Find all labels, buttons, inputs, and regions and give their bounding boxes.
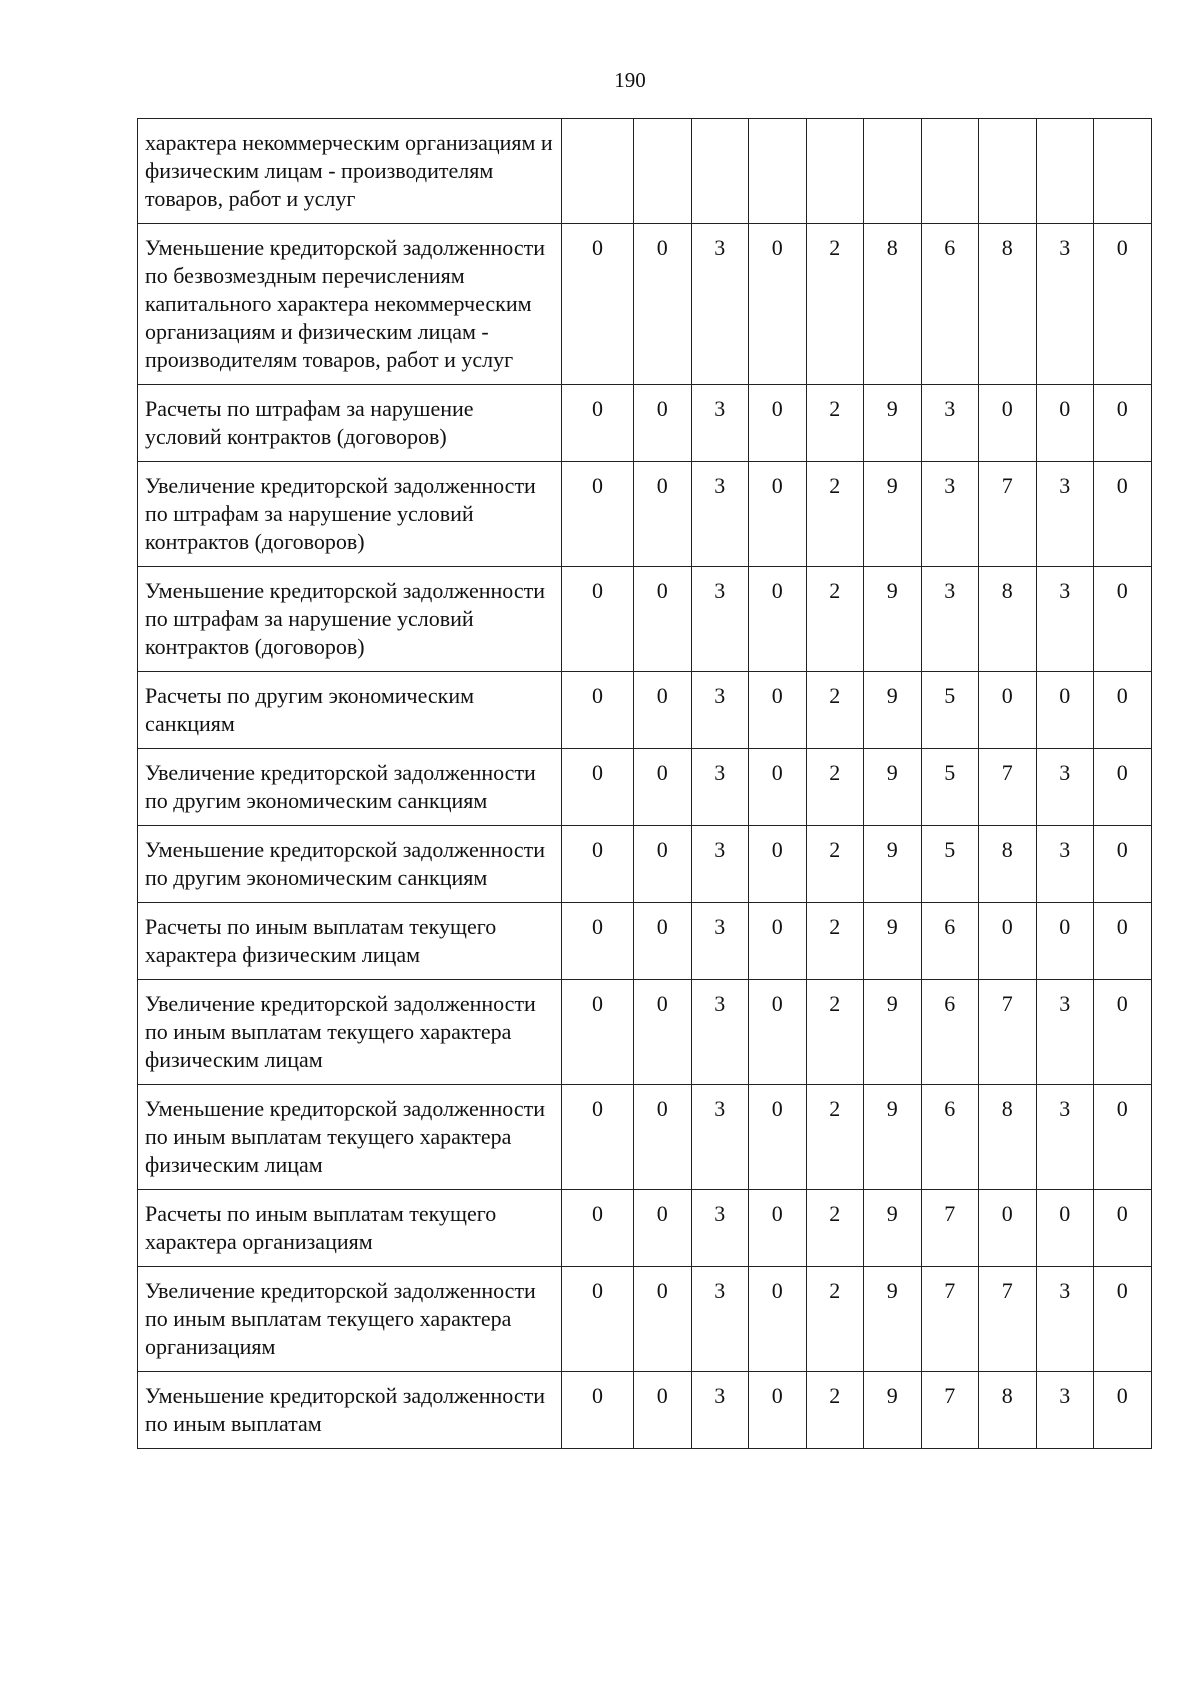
row-name-cell: Уменьшение кредиторской задолженности по иным выплатам текущего характера физическим лицам [138, 1085, 562, 1190]
code-digit-cell: 3 [691, 980, 749, 1085]
row-name-cell: Увеличение кредиторской задолженности по иным выплатам текущего характера физическим лицам [138, 980, 562, 1085]
code-digit-cell: 3 [1036, 1085, 1094, 1190]
table-row [138, 385, 1152, 462]
code-digit-cell: 0 [562, 903, 634, 980]
code-digit-cell: 2 [806, 462, 864, 567]
code-digit-cell: 8 [979, 1372, 1037, 1449]
code-digit-cell: 3 [921, 462, 979, 567]
code-digit-cell [691, 119, 749, 224]
code-digit-cell: 0 [1094, 980, 1152, 1085]
code-digit-cell: 0 [562, 826, 634, 903]
code-digit-cell: 3 [691, 224, 749, 385]
code-digit-cell: 8 [979, 1085, 1037, 1190]
code-digit-cell: 0 [1094, 672, 1152, 749]
code-digit-cell: 3 [691, 385, 749, 462]
code-digit-cell: 9 [864, 1372, 922, 1449]
account-codes-table [137, 118, 1152, 1449]
table-row [138, 826, 1152, 903]
code-digit-cell: 0 [749, 462, 807, 567]
code-digit-cell: 0 [979, 903, 1037, 980]
code-digit-cell: 0 [1094, 749, 1152, 826]
code-digit-cell: 0 [634, 672, 692, 749]
code-digit-cell: 0 [634, 1190, 692, 1267]
code-digit-cell: 9 [864, 826, 922, 903]
code-digit-cell: 0 [562, 980, 634, 1085]
code-digit-cell: 7 [979, 749, 1037, 826]
code-digit-cell: 3 [691, 1085, 749, 1190]
row-name-cell: Расчеты по иным выплатам текущего характера организациям [138, 1190, 562, 1267]
code-digit-cell: 7 [979, 1267, 1037, 1372]
code-digit-cell: 2 [806, 1372, 864, 1449]
code-digit-cell: 2 [806, 1085, 864, 1190]
code-digit-cell [1036, 119, 1094, 224]
code-digit-cell: 0 [1036, 672, 1094, 749]
code-digit-cell: 8 [864, 224, 922, 385]
code-digit-cell: 3 [691, 1190, 749, 1267]
code-digit-cell: 2 [806, 1190, 864, 1267]
code-digit-cell: 2 [806, 1267, 864, 1372]
row-name-cell: Уменьшение кредиторской задолженности по штрафам за нарушение условий контрактов (договоров) [138, 567, 562, 672]
code-digit-cell: 0 [634, 567, 692, 672]
code-digit-cell: 3 [691, 567, 749, 672]
code-digit-cell: 0 [634, 224, 692, 385]
code-digit-cell: 5 [921, 749, 979, 826]
code-digit-cell: 3 [691, 1372, 749, 1449]
code-digit-cell: 0 [1094, 1190, 1152, 1267]
row-name-cell: Увеличение кредиторской задолженности по другим экономическим санкциям [138, 749, 562, 826]
code-digit-cell: 0 [562, 749, 634, 826]
code-digit-cell: 9 [864, 1267, 922, 1372]
code-digit-cell: 0 [562, 1372, 634, 1449]
code-digit-cell: 0 [562, 1085, 634, 1190]
code-digit-cell: 0 [1094, 462, 1152, 567]
code-digit-cell: 8 [979, 567, 1037, 672]
code-digit-cell: 9 [864, 462, 922, 567]
code-digit-cell: 8 [979, 826, 1037, 903]
code-digit-cell: 9 [864, 980, 922, 1085]
table-row [138, 224, 1152, 385]
row-name-cell: Увеличение кредиторской задолженности по штрафам за нарушение условий контрактов (договоров) [138, 462, 562, 567]
code-digit-cell: 9 [864, 749, 922, 826]
code-digit-cell: 2 [806, 980, 864, 1085]
code-digit-cell: 8 [979, 224, 1037, 385]
row-name-cell: Уменьшение кредиторской задолженности по безвозмездным перечислениям капитального характера некоммерческим организациям и физическим лицам - производителям товаров, работ и услуг [138, 224, 562, 385]
code-digit-cell: 0 [634, 749, 692, 826]
code-digit-cell: 0 [562, 385, 634, 462]
code-digit-cell: 0 [562, 1267, 634, 1372]
code-digit-cell: 9 [864, 385, 922, 462]
code-digit-cell: 0 [1094, 1372, 1152, 1449]
table-row [138, 567, 1152, 672]
table-row [138, 980, 1152, 1085]
code-digit-cell: 0 [1094, 903, 1152, 980]
row-name-cell: Уменьшение кредиторской задолженности по другим экономическим санкциям [138, 826, 562, 903]
code-digit-cell: 2 [806, 826, 864, 903]
code-digit-cell: 7 [979, 462, 1037, 567]
code-digit-cell: 3 [1036, 980, 1094, 1085]
code-digit-cell: 0 [749, 1267, 807, 1372]
code-digit-cell: 7 [979, 980, 1037, 1085]
code-digit-cell: 0 [562, 567, 634, 672]
code-digit-cell: 0 [749, 672, 807, 749]
page-number: 190 [614, 68, 646, 92]
code-digit-cell: 6 [921, 980, 979, 1085]
table-row [138, 749, 1152, 826]
code-digit-cell: 9 [864, 1190, 922, 1267]
code-digit-cell [1094, 119, 1152, 224]
code-digit-cell: 0 [749, 567, 807, 672]
code-digit-cell: 3 [1036, 567, 1094, 672]
code-digit-cell: 3 [1036, 1267, 1094, 1372]
code-digit-cell: 0 [634, 462, 692, 567]
code-digit-cell: 7 [921, 1190, 979, 1267]
table-row [138, 1085, 1152, 1190]
code-digit-cell: 2 [806, 224, 864, 385]
row-name-cell: Расчеты по другим экономическим санкциям [138, 672, 562, 749]
row-name-cell: характера некоммерческим организациям и физическим лицам - производителям товаров, работ и услуг [138, 119, 562, 224]
code-digit-cell: 9 [864, 903, 922, 980]
code-digit-cell: 3 [691, 462, 749, 567]
code-digit-cell: 0 [634, 1267, 692, 1372]
code-digit-cell: 0 [1094, 224, 1152, 385]
code-digit-cell: 0 [1094, 1267, 1152, 1372]
code-digit-cell [921, 119, 979, 224]
code-digit-cell: 0 [562, 224, 634, 385]
code-digit-cell: 0 [979, 1190, 1037, 1267]
code-digit-cell: 0 [562, 462, 634, 567]
code-digit-cell: 0 [749, 980, 807, 1085]
code-digit-cell: 0 [1036, 1190, 1094, 1267]
code-digit-cell: 5 [921, 826, 979, 903]
code-digit-cell: 3 [1036, 224, 1094, 385]
code-digit-cell: 3 [1036, 462, 1094, 567]
code-digit-cell: 3 [691, 672, 749, 749]
code-digit-cell: 0 [634, 903, 692, 980]
code-digit-cell: 2 [806, 672, 864, 749]
code-digit-cell [806, 119, 864, 224]
table-row [138, 1372, 1152, 1449]
code-digit-cell: 2 [806, 567, 864, 672]
table-row [138, 462, 1152, 567]
code-digit-cell [749, 119, 807, 224]
table-row [138, 903, 1152, 980]
code-digit-cell: 3 [921, 385, 979, 462]
code-digit-cell: 0 [1036, 903, 1094, 980]
code-digit-cell: 0 [562, 672, 634, 749]
code-digit-cell: 3 [921, 567, 979, 672]
code-digit-cell: 0 [1094, 567, 1152, 672]
code-digit-cell: 3 [1036, 1372, 1094, 1449]
code-digit-cell: 2 [806, 749, 864, 826]
code-digit-cell: 0 [749, 826, 807, 903]
row-name-cell: Увеличение кредиторской задолженности по иным выплатам текущего характера организациям [138, 1267, 562, 1372]
code-digit-cell: 9 [864, 1085, 922, 1190]
code-digit-cell: 0 [749, 1190, 807, 1267]
table-body [138, 119, 1152, 1449]
code-digit-cell: 3 [691, 826, 749, 903]
code-digit-cell: 7 [921, 1372, 979, 1449]
code-digit-cell: 0 [634, 980, 692, 1085]
code-digit-cell: 2 [806, 385, 864, 462]
code-digit-cell: 0 [634, 1372, 692, 1449]
code-digit-cell [979, 119, 1037, 224]
code-digit-cell: 0 [562, 1190, 634, 1267]
code-digit-cell: 3 [691, 749, 749, 826]
row-name-cell: Расчеты по иным выплатам текущего характера физическим лицам [138, 903, 562, 980]
table-row [138, 1190, 1152, 1267]
code-digit-cell: 0 [1094, 385, 1152, 462]
code-digit-cell: 3 [1036, 749, 1094, 826]
code-digit-cell: 0 [749, 224, 807, 385]
code-digit-cell: 0 [979, 385, 1037, 462]
code-digit-cell: 3 [1036, 826, 1094, 903]
code-digit-cell [634, 119, 692, 224]
code-digit-cell: 0 [634, 385, 692, 462]
code-digit-cell: 0 [749, 385, 807, 462]
code-digit-cell: 3 [691, 1267, 749, 1372]
code-digit-cell: 6 [921, 903, 979, 980]
code-digit-cell: 0 [634, 826, 692, 903]
code-digit-cell: 3 [691, 903, 749, 980]
code-digit-cell: 0 [634, 1085, 692, 1190]
code-digit-cell: 7 [921, 1267, 979, 1372]
code-digit-cell: 2 [806, 903, 864, 980]
code-digit-cell: 9 [864, 672, 922, 749]
row-name-cell: Расчеты по штрафам за нарушение условий контрактов (договоров) [138, 385, 562, 462]
code-digit-cell: 5 [921, 672, 979, 749]
code-digit-cell: 0 [749, 1085, 807, 1190]
code-digit-cell: 0 [1094, 1085, 1152, 1190]
table-row [138, 119, 1152, 224]
code-digit-cell: 6 [921, 1085, 979, 1190]
table-row [138, 1267, 1152, 1372]
table-row [138, 672, 1152, 749]
code-digit-cell: 0 [1036, 385, 1094, 462]
code-digit-cell: 9 [864, 567, 922, 672]
code-digit-cell: 6 [921, 224, 979, 385]
code-digit-cell: 0 [749, 903, 807, 980]
code-digit-cell: 0 [979, 672, 1037, 749]
code-digit-cell: 0 [1094, 826, 1152, 903]
code-digit-cell [562, 119, 634, 224]
row-name-cell: Уменьшение кредиторской задолженности по иным выплатам [138, 1372, 562, 1449]
code-digit-cell: 0 [749, 749, 807, 826]
code-digit-cell [864, 119, 922, 224]
code-digit-cell: 0 [749, 1372, 807, 1449]
